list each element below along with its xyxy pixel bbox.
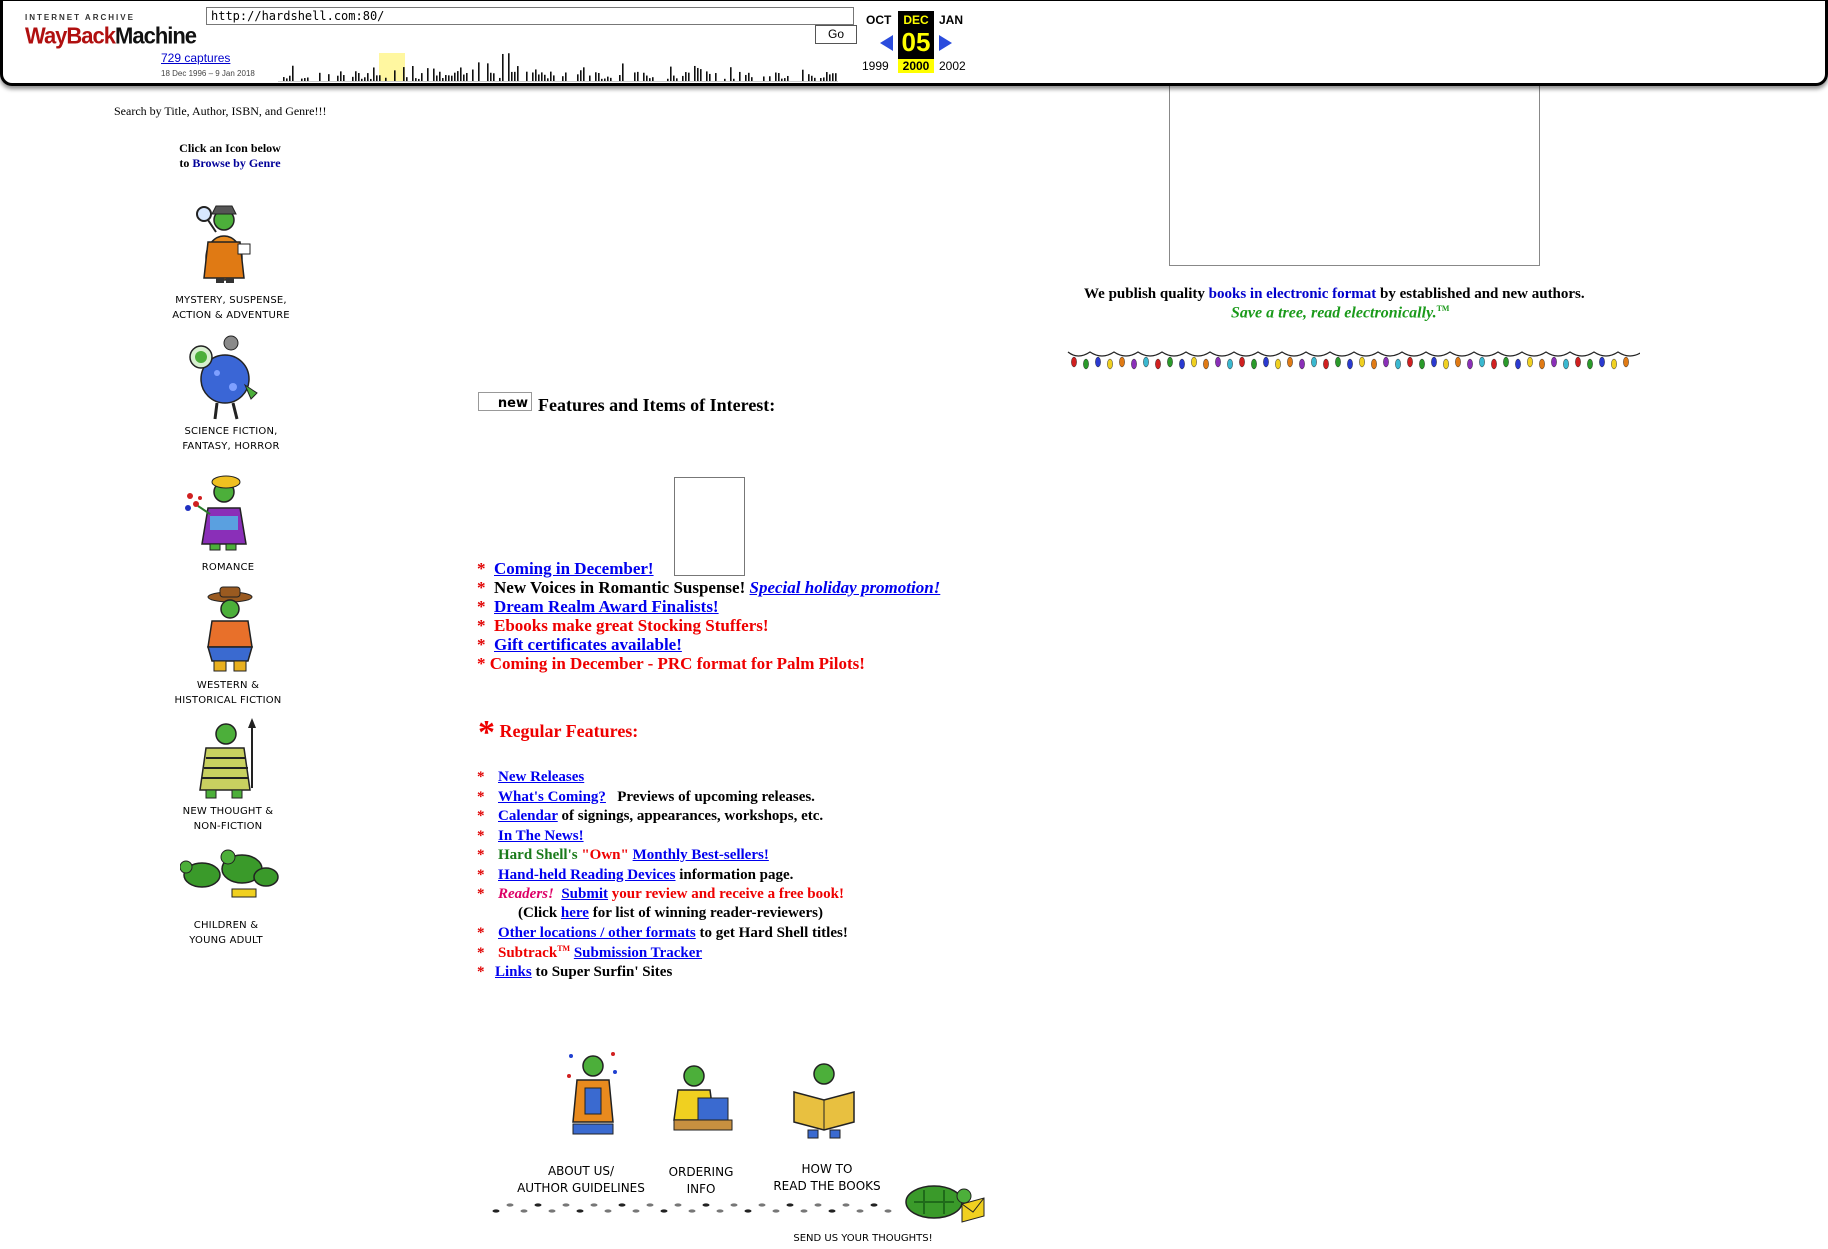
reading-devices-link[interactable]: Hand-held Reading Devices bbox=[498, 867, 676, 883]
regular-item bbox=[477, 847, 769, 864]
read-books-turtle-icon[interactable] bbox=[790, 1060, 860, 1140]
nav-caption-line: HOW TO bbox=[801, 1162, 853, 1176]
bullet-star-icon: * bbox=[477, 964, 485, 980]
nav-caption-line: INFO bbox=[686, 1182, 716, 1196]
genre-caption-line: NON-FICTION bbox=[193, 821, 263, 832]
item-text: Readers! bbox=[498, 886, 554, 902]
in-the-news-link[interactable]: In The News! bbox=[498, 828, 584, 844]
item-text: for list of winning reader-reviewers) bbox=[588, 905, 823, 921]
bullet-star-icon: * bbox=[477, 847, 485, 863]
big-star-icon: * bbox=[478, 714, 495, 751]
feature-item bbox=[477, 578, 940, 598]
item-text: your review and receive a free book! bbox=[608, 886, 844, 902]
capture-sparkline[interactable] bbox=[278, 45, 838, 83]
nav-caption-line: READ THE BOOKS bbox=[773, 1179, 881, 1193]
click-icon-line: Click an Icon below bbox=[179, 141, 281, 155]
send-thoughts-link[interactable]: SEND US YOUR THOUGHTS! bbox=[793, 1233, 933, 1244]
item-text: of signings, appearances, workshops, etc. bbox=[557, 808, 824, 824]
christmas-lights-icon bbox=[1066, 344, 1640, 374]
stocking-stuffers-text: Ebooks make great Stocking Stuffers! bbox=[494, 616, 769, 635]
genre-caption-line: NEW THOUGHT & bbox=[182, 806, 274, 817]
bullet-star-icon: * bbox=[477, 597, 486, 616]
bullet-star-icon: * bbox=[477, 945, 485, 961]
nav-caption-line: ABOUT US/ bbox=[547, 1164, 615, 1178]
slogan bbox=[1231, 304, 1449, 322]
regular-features-title: Regular Features: bbox=[499, 721, 639, 741]
bullet-star-icon: * bbox=[477, 828, 485, 844]
bullet-star-icon: * bbox=[477, 886, 485, 902]
genre-caption-children[interactable] bbox=[136, 918, 316, 948]
dream-realm-link[interactable]: Dream Realm Award Finalists! bbox=[494, 597, 719, 616]
genre-caption-mystery[interactable] bbox=[141, 293, 321, 323]
feature-item bbox=[477, 597, 719, 617]
genre-caption-romance[interactable]: ROMANCE bbox=[201, 562, 255, 573]
wayback-logo[interactable] bbox=[25, 22, 196, 49]
bullet-star-icon: * bbox=[477, 867, 485, 883]
wayback-logo-part: WayBack bbox=[25, 22, 116, 49]
prev-capture-arrow-icon[interactable] bbox=[880, 35, 893, 51]
regular-item bbox=[477, 886, 844, 903]
bullet-star-icon: * bbox=[477, 616, 486, 635]
genre-caption-line: SCIENCE FICTION, bbox=[184, 426, 278, 437]
best-sellers-link[interactable]: Monthly Best-sellers! bbox=[632, 847, 769, 863]
winning-reviewers-link[interactable]: here bbox=[560, 905, 589, 921]
prev-month[interactable]: OCT bbox=[866, 13, 892, 27]
prc-format-text: * Coming in December - PRC format for Palm Pilots! bbox=[477, 654, 865, 673]
about-us-turtle-icon[interactable] bbox=[563, 1048, 623, 1140]
regular-item bbox=[477, 925, 848, 942]
ordering-turtle-icon[interactable] bbox=[668, 1062, 738, 1138]
genre-caption-scifi[interactable] bbox=[141, 424, 321, 454]
bullet-star-icon: * bbox=[477, 635, 486, 654]
trademark: TM bbox=[1436, 304, 1450, 313]
bullet-star-icon: * bbox=[477, 789, 485, 805]
trademark: TM bbox=[557, 944, 571, 953]
click-icon-instructions bbox=[152, 141, 308, 171]
item-text: "Own" bbox=[581, 847, 629, 863]
regular-item bbox=[477, 828, 584, 845]
click-icon-to: to bbox=[179, 156, 190, 170]
wayback-toolbar bbox=[0, 0, 1828, 86]
nav-caption-line: AUTHOR GUIDELINES bbox=[517, 1181, 645, 1195]
url-input[interactable]: http://hardshell.com:80/ bbox=[206, 7, 854, 25]
next-month[interactable]: JAN bbox=[939, 13, 964, 27]
genre-caption-line: CHILDREN & bbox=[193, 920, 259, 931]
capture-range: 18 Dec 1996 – 9 Jan 2018 bbox=[161, 69, 255, 78]
coming-december-link[interactable]: Coming in December! bbox=[494, 559, 654, 578]
footprints-icon bbox=[492, 1200, 912, 1216]
new-badge-icon: new bbox=[478, 392, 532, 411]
regular-item bbox=[477, 867, 793, 884]
genre-caption-western[interactable] bbox=[138, 678, 318, 708]
space-turtle-icon[interactable] bbox=[187, 333, 267, 423]
publish-text: by established and new authors. bbox=[1376, 286, 1585, 302]
regular-item bbox=[477, 789, 815, 806]
bullet-star-icon: * bbox=[477, 578, 486, 597]
submit-review-link[interactable]: Submit bbox=[561, 886, 609, 902]
how-to-read-link[interactable] bbox=[747, 1161, 907, 1195]
regular-item bbox=[477, 944, 702, 962]
item-text: Subtrack bbox=[498, 945, 558, 961]
item-text: to get Hard Shell titles! bbox=[695, 925, 848, 941]
item-text: Hard Shell's bbox=[498, 847, 582, 863]
bullet-star-icon: * bbox=[477, 769, 485, 785]
bullet-star-icon: * bbox=[477, 559, 486, 578]
romance-turtle-icon[interactable] bbox=[182, 470, 260, 552]
item-text: Previews of upcoming releases. bbox=[617, 789, 815, 805]
wayback-logo-part: Machine bbox=[115, 22, 197, 49]
genre-caption-line: WESTERN & bbox=[196, 680, 260, 691]
regular-item bbox=[518, 905, 823, 922]
current-year: 2000 bbox=[898, 59, 934, 73]
captures-link[interactable]: 729 captures bbox=[161, 51, 231, 65]
genre-caption-line: FANTASY, HORROR bbox=[182, 441, 280, 452]
wayback-logo-caption: INTERNET ARCHIVE bbox=[25, 13, 135, 22]
next-year[interactable]: 2002 bbox=[939, 59, 966, 73]
next-capture-arrow-icon[interactable] bbox=[939, 35, 952, 51]
submission-tracker-link[interactable]: Submission Tracker bbox=[573, 945, 703, 961]
genre-caption-line: YOUNG ADULT bbox=[189, 935, 263, 946]
links-link[interactable]: Links bbox=[495, 964, 532, 980]
browse-by-genre-link[interactable]: Browse by Genre bbox=[192, 156, 281, 170]
ebooks-link[interactable]: books in electronic format bbox=[1208, 286, 1377, 302]
regular-features-heading bbox=[478, 714, 638, 752]
search-hint: Search by Title, Author, ISBN, and Genre!!! bbox=[114, 104, 327, 118]
december-image-placeholder bbox=[674, 477, 745, 576]
feature-item bbox=[477, 616, 769, 636]
christmas-logo-image bbox=[1169, 70, 1540, 266]
turtle-family-icon[interactable] bbox=[180, 845, 280, 901]
go-button[interactable]: Go bbox=[815, 25, 857, 44]
feature-item bbox=[477, 559, 654, 579]
bullet-star-icon: * bbox=[477, 808, 485, 824]
genre-caption-line: ACTION & ADVENTURE bbox=[172, 310, 290, 321]
new-releases-link[interactable]: New Releases bbox=[498, 769, 585, 785]
new-voices-text: New Voices in Romantic Suspense! bbox=[494, 578, 746, 597]
genre-caption-line: HISTORICAL FICTION bbox=[174, 695, 282, 706]
genre-caption-line: MYSTERY, SUSPENSE, bbox=[175, 295, 287, 306]
item-text: to Super Surfin' Sites bbox=[531, 964, 673, 980]
current-day: 05 bbox=[901, 27, 931, 57]
gift-certificates-link[interactable]: Gift certificates available! bbox=[494, 635, 682, 654]
feature-item bbox=[477, 635, 682, 655]
detective-turtle-icon[interactable] bbox=[190, 198, 260, 284]
regular-item bbox=[477, 769, 584, 786]
whats-coming-link[interactable]: What's Coming? bbox=[498, 789, 606, 805]
holiday-promotion-link[interactable]: Special holiday promotion! bbox=[749, 578, 941, 597]
prev-year[interactable]: 1999 bbox=[862, 59, 889, 73]
cowboy-turtle-icon[interactable] bbox=[198, 585, 264, 675]
item-text: (Click bbox=[518, 905, 561, 921]
publish-statement bbox=[1084, 286, 1585, 303]
calendar-link[interactable]: Calendar bbox=[498, 808, 558, 824]
current-month: DEC bbox=[903, 13, 929, 27]
publish-text: We publish quality bbox=[1084, 286, 1209, 302]
slogan-text: Save a tree, read electronically. bbox=[1231, 304, 1437, 322]
nav-caption-line: ORDERING bbox=[668, 1165, 734, 1179]
tribal-turtle-icon[interactable] bbox=[188, 718, 270, 800]
feedback-turtle-icon[interactable] bbox=[900, 1176, 986, 1228]
genre-caption-nonfiction[interactable] bbox=[138, 804, 318, 834]
other-locations-link[interactable]: Other locations / other formats bbox=[498, 925, 696, 941]
features-heading: Features and Items of Interest: bbox=[538, 395, 776, 415]
bullet-star-icon: * bbox=[477, 925, 485, 941]
regular-item bbox=[477, 964, 672, 981]
item-text: information page. bbox=[675, 867, 794, 883]
regular-item bbox=[477, 808, 823, 825]
